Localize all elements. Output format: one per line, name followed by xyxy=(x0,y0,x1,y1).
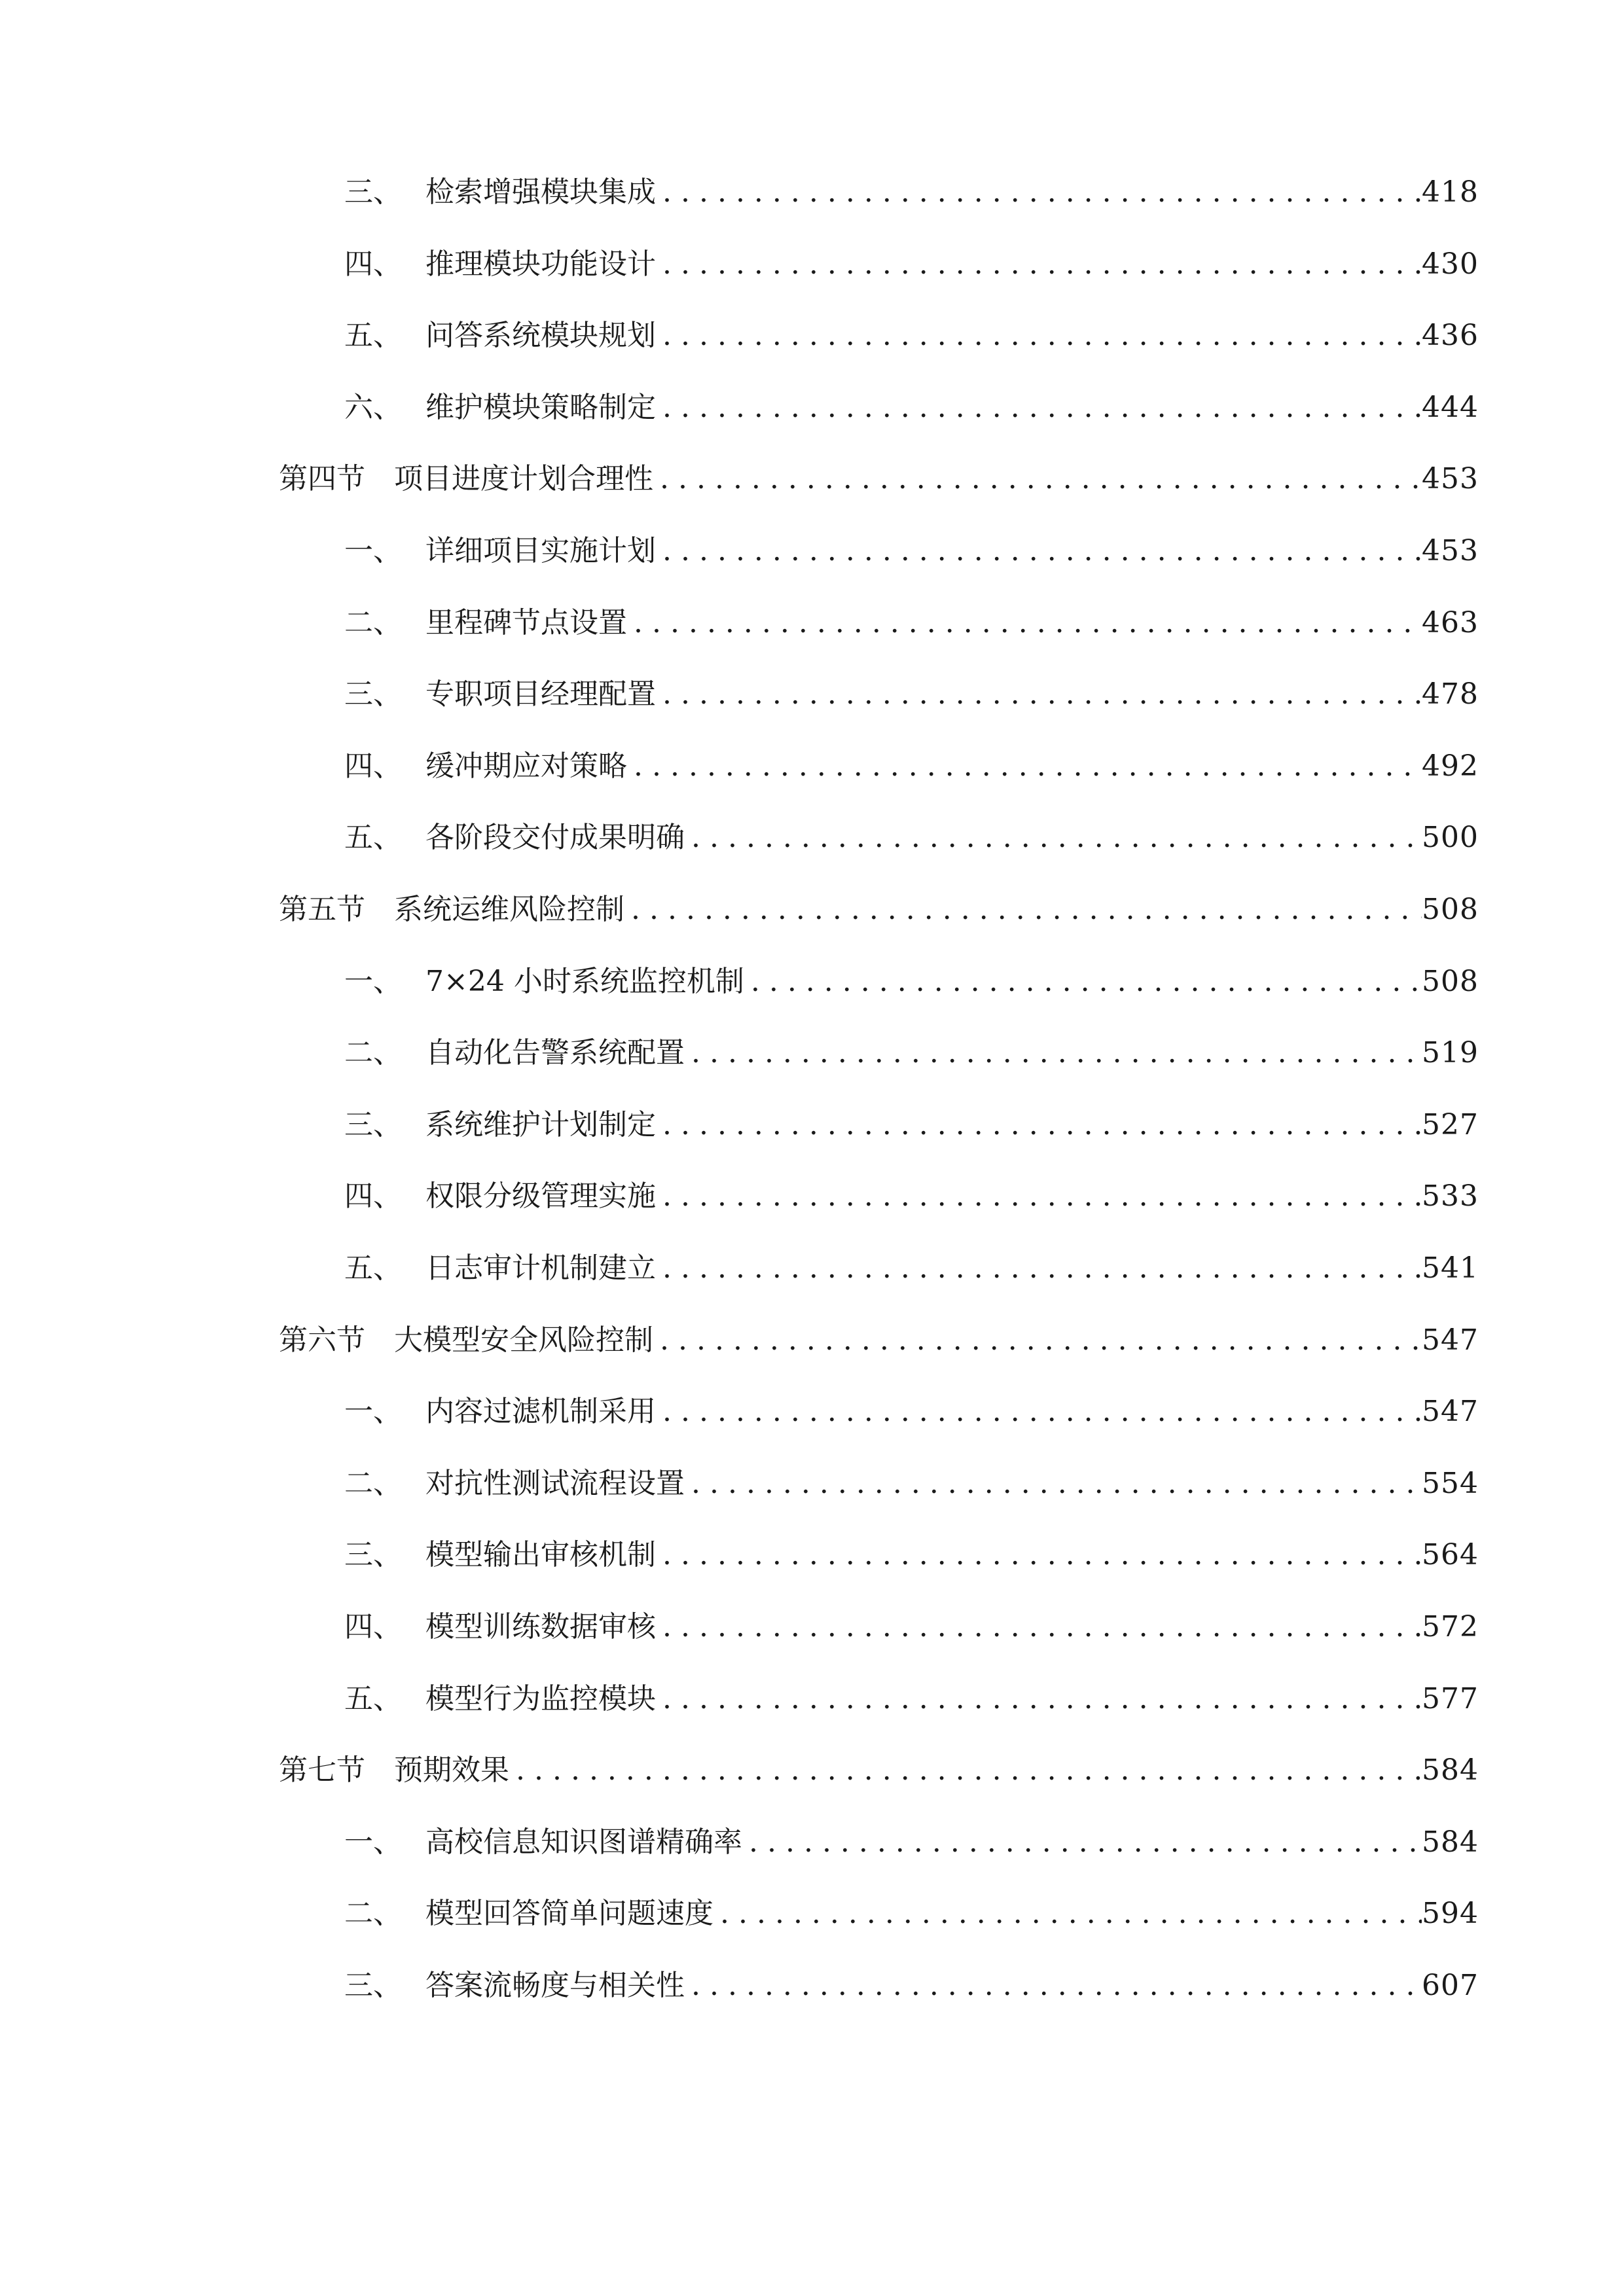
toc-subsection-entry[interactable] xyxy=(344,1888,1479,1940)
toc-entry-title: 大模型安全风险控制 xyxy=(394,1323,653,1357)
toc-page-number: 418 xyxy=(1422,175,1479,209)
toc-page-number: 572 xyxy=(1422,1610,1479,1643)
toc-entry-number: 一、 xyxy=(344,534,402,567)
toc-page-number: 577 xyxy=(1422,1682,1479,1715)
toc-entry-title: 高校信息知识图谱精确率 xyxy=(425,1825,742,1859)
toc-subsection-entry[interactable] xyxy=(344,1529,1479,1581)
toc-entry-number: 一、 xyxy=(344,1395,402,1428)
toc-entry-number: 二、 xyxy=(344,1036,402,1069)
toc-entry-number: 一、 xyxy=(344,965,402,998)
toc-page-number: 463 xyxy=(1422,606,1479,639)
dot-leader xyxy=(744,956,1422,1008)
toc-page-number: 527 xyxy=(1422,1108,1479,1141)
dot-leader xyxy=(656,1673,1422,1725)
toc-page-number: 584 xyxy=(1422,1825,1479,1859)
toc-page-number: 607 xyxy=(1422,1969,1479,2002)
toc-section-entry[interactable] xyxy=(279,884,1479,936)
toc-page-number: 453 xyxy=(1422,462,1479,495)
dot-leader xyxy=(624,884,1422,936)
toc-entry-number: 第五节 xyxy=(279,893,365,926)
toc-entry-title: 各阶段交付成果明确 xyxy=(425,821,685,854)
toc-subsection-entry[interactable] xyxy=(344,1458,1479,1510)
toc-entry-title: 模型训练数据审核 xyxy=(425,1610,656,1643)
dot-leader xyxy=(656,525,1422,577)
dot-leader xyxy=(627,597,1422,649)
toc-entry-title: 系统维护计划制定 xyxy=(425,1108,656,1141)
toc-entry-number: 五、 xyxy=(344,319,402,352)
dot-leader xyxy=(656,1099,1422,1151)
toc-page-number: 453 xyxy=(1422,534,1479,567)
toc-entry-title: 模型行为监控模块 xyxy=(425,1682,656,1715)
toc-page-number: 492 xyxy=(1422,749,1479,783)
toc-entry-number: 三、 xyxy=(344,677,402,711)
toc-page-number: 541 xyxy=(1422,1251,1479,1285)
toc-entry-title: 推理模块功能设计 xyxy=(425,247,656,281)
toc-entry-title: 自动化告警系统配置 xyxy=(425,1036,685,1069)
toc-entry-number: 第六节 xyxy=(279,1323,365,1357)
toc-entry-number: 二、 xyxy=(344,606,402,639)
toc-page-number: 508 xyxy=(1422,965,1479,998)
toc-subsection-entry[interactable] xyxy=(344,382,1479,434)
toc-subsection-entry[interactable] xyxy=(344,668,1479,721)
dot-leader xyxy=(656,238,1422,291)
toc-entry-number: 三、 xyxy=(344,1108,402,1141)
toc-entry-number: 四、 xyxy=(344,1610,402,1643)
dot-leader xyxy=(656,382,1422,434)
dot-leader xyxy=(742,1816,1422,1869)
toc-entry-title: 详细项目实施计划 xyxy=(425,534,656,567)
toc-entry-title: 日志审计机制建立 xyxy=(425,1251,656,1285)
toc-entry-title: 专职项目经理配置 xyxy=(425,677,656,711)
toc-entry-number: 五、 xyxy=(344,1682,402,1715)
toc-subsection-entry[interactable] xyxy=(344,597,1479,649)
dot-leader xyxy=(656,1601,1422,1653)
dot-leader xyxy=(656,1529,1422,1581)
dot-leader xyxy=(627,740,1422,793)
toc-subsection-entry[interactable] xyxy=(344,956,1479,1008)
toc-subsection-entry[interactable] xyxy=(344,310,1479,362)
toc-subsection-entry[interactable] xyxy=(344,740,1479,793)
toc-entry-title: 预期效果 xyxy=(394,1753,509,1787)
toc-entry-title: 里程碑节点设置 xyxy=(425,606,627,639)
toc-subsection-entry[interactable] xyxy=(344,166,1479,219)
toc-subsection-entry[interactable] xyxy=(344,1673,1479,1725)
dot-leader xyxy=(656,668,1422,721)
toc-page-number: 564 xyxy=(1422,1538,1479,1571)
toc-subsection-entry[interactable] xyxy=(344,525,1479,577)
dot-leader xyxy=(656,1170,1422,1223)
toc-entry-number: 三、 xyxy=(344,1969,402,2002)
toc-subsection-entry[interactable] xyxy=(344,1170,1479,1223)
dot-leader xyxy=(656,1386,1422,1438)
dot-leader xyxy=(509,1744,1422,1797)
dot-leader xyxy=(685,1027,1422,1079)
toc-subsection-entry[interactable] xyxy=(344,812,1479,864)
toc-entry-title: 维护模块策略制定 xyxy=(425,391,656,424)
toc-entry-number: 一、 xyxy=(344,1825,402,1859)
toc-entry-title: 模型输出审核机制 xyxy=(425,1538,656,1571)
toc-page-number: 533 xyxy=(1422,1179,1479,1213)
toc-subsection-entry[interactable] xyxy=(344,1960,1479,2012)
toc-subsection-entry[interactable] xyxy=(344,238,1479,291)
toc-entry-title: 7×24 小时系统监控机制 xyxy=(425,965,744,998)
dot-leader xyxy=(656,310,1422,362)
toc-subsection-entry[interactable] xyxy=(344,1816,1479,1869)
toc-page-number: 547 xyxy=(1422,1395,1479,1428)
toc-section-entry[interactable] xyxy=(279,1314,1479,1367)
toc-page-number: 430 xyxy=(1422,247,1479,281)
toc-entry-number: 第四节 xyxy=(279,462,365,495)
toc-entry-number: 第七节 xyxy=(279,1753,365,1787)
toc-entry-number: 四、 xyxy=(344,247,402,281)
toc-page-number: 478 xyxy=(1422,677,1479,711)
toc-page-number: 519 xyxy=(1422,1036,1479,1069)
toc-subsection-entry[interactable] xyxy=(344,1242,1479,1295)
toc-page-number: 547 xyxy=(1422,1323,1479,1357)
toc-entry-number: 四、 xyxy=(344,749,402,783)
toc-page-number: 594 xyxy=(1422,1897,1479,1930)
toc-subsection-entry[interactable] xyxy=(344,1099,1479,1151)
toc-entry-title: 对抗性测试流程设置 xyxy=(425,1467,685,1500)
toc-entry-title: 缓冲期应对策略 xyxy=(425,749,627,783)
toc-page-number: 554 xyxy=(1422,1467,1479,1500)
dot-leader xyxy=(685,1458,1422,1510)
toc-entry-title: 系统运维风险控制 xyxy=(394,893,624,926)
dot-leader xyxy=(685,1960,1422,2012)
toc-subsection-entry[interactable] xyxy=(344,1386,1479,1438)
toc-entry-title: 内容过滤机制采用 xyxy=(425,1395,656,1428)
toc-entry-number: 三、 xyxy=(344,1538,402,1571)
toc-entry-title: 问答系统模块规划 xyxy=(425,319,656,352)
toc-entry-number: 三、 xyxy=(344,175,402,209)
toc-entry-title: 模型回答简单问题速度 xyxy=(425,1897,713,1930)
toc-page-number: 584 xyxy=(1422,1753,1479,1787)
toc-subsection-entry[interactable] xyxy=(344,1027,1479,1079)
dot-leader xyxy=(653,1314,1422,1367)
toc-entry-title: 权限分级管理实施 xyxy=(425,1179,656,1213)
toc-page-number: 508 xyxy=(1422,893,1479,926)
toc-page-number: 436 xyxy=(1422,319,1479,352)
toc-entry-number: 五、 xyxy=(344,821,402,854)
toc-entry-number: 六、 xyxy=(344,391,402,424)
toc-entry-number: 二、 xyxy=(344,1467,402,1500)
toc-entry-number: 二、 xyxy=(344,1897,402,1930)
toc-entry-number: 四、 xyxy=(344,1179,402,1213)
dot-leader xyxy=(685,812,1422,864)
toc-section-entry[interactable] xyxy=(279,453,1479,505)
toc-entry-title: 答案流畅度与相关性 xyxy=(425,1969,685,2002)
toc-page-number: 500 xyxy=(1422,821,1479,854)
toc-section-entry[interactable] xyxy=(279,1744,1479,1797)
dot-leader xyxy=(656,1242,1422,1295)
toc-page-number: 444 xyxy=(1422,391,1479,424)
toc-entry-title: 检索增强模块集成 xyxy=(425,175,656,209)
dot-leader xyxy=(653,453,1422,505)
toc-entry-title: 项目进度计划合理性 xyxy=(394,462,653,495)
dot-leader xyxy=(656,166,1422,219)
toc-entry-number: 五、 xyxy=(344,1251,402,1285)
toc-subsection-entry[interactable] xyxy=(344,1601,1479,1653)
dot-leader xyxy=(713,1888,1422,1940)
